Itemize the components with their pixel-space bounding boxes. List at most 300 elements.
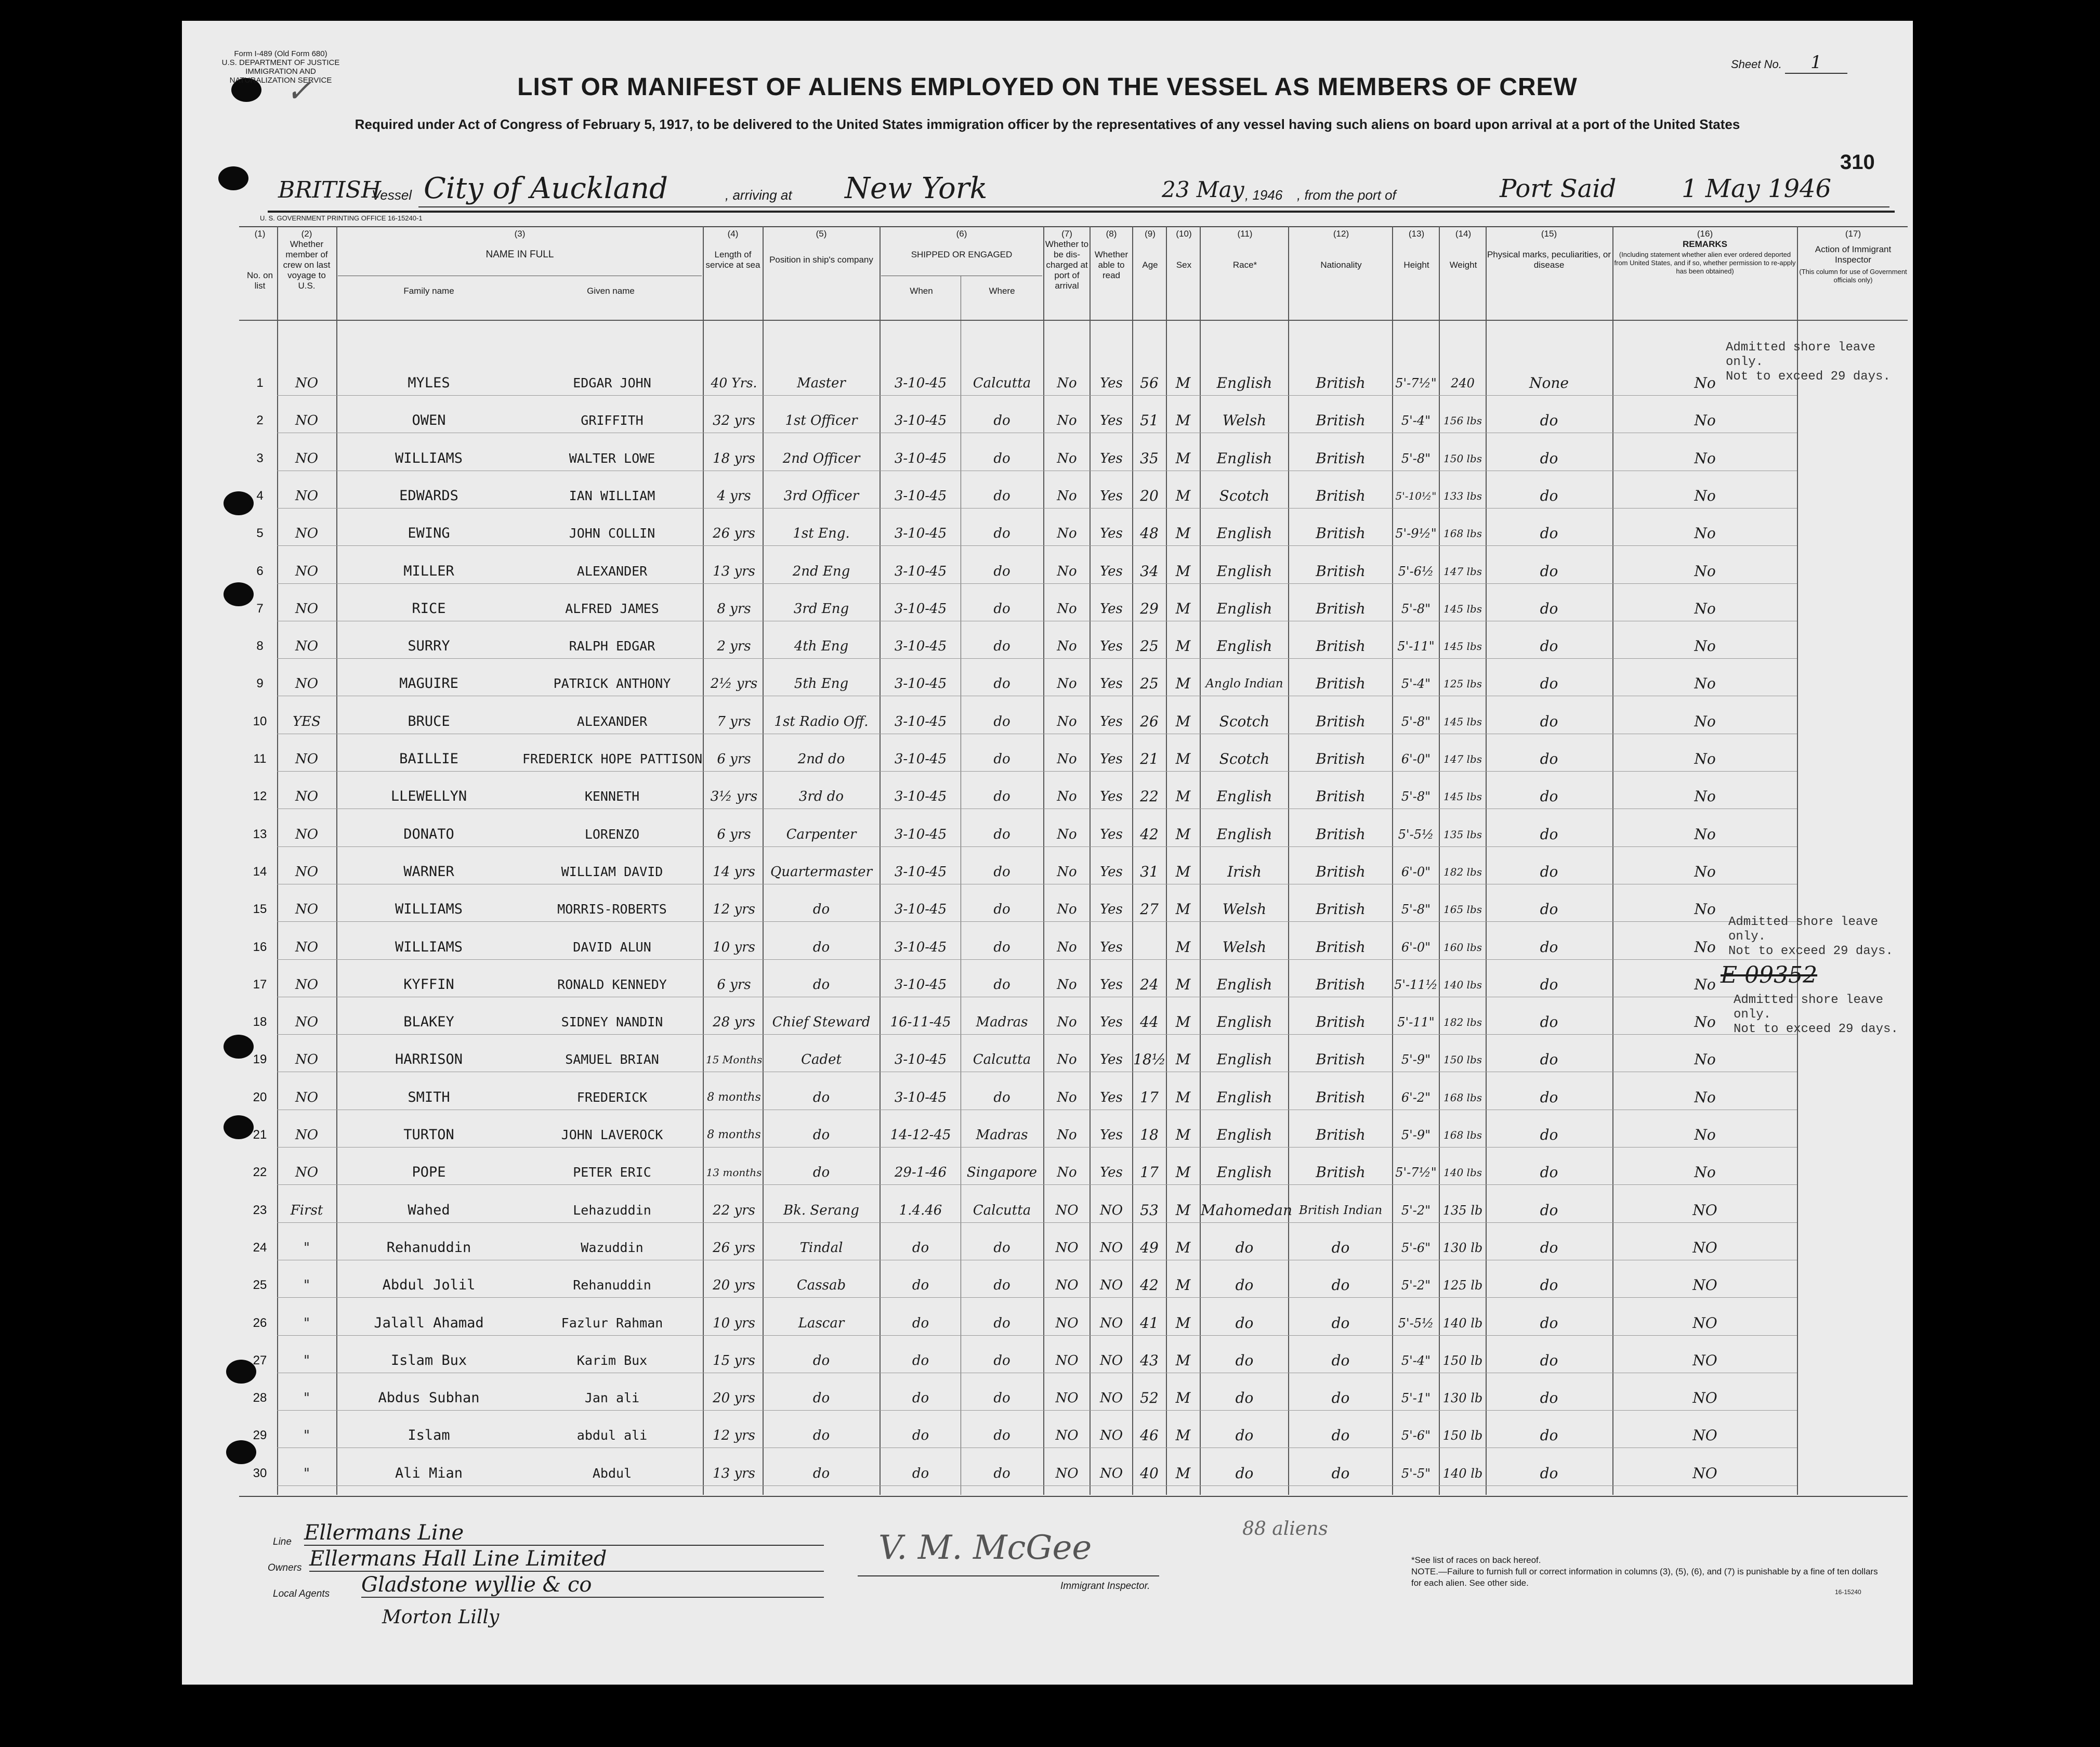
cell-no: 19	[253, 1052, 267, 1066]
cell-family: WILLIAMS	[395, 939, 463, 955]
cell-read: Yes	[1100, 413, 1123, 428]
cell-where: do	[993, 1390, 1010, 1406]
cell-nationality: British	[1316, 374, 1366, 392]
footer-notes	[1411, 1555, 1879, 1589]
row-rule	[277, 1034, 1797, 1035]
cell-weight: 140 lbs	[1443, 1166, 1482, 1179]
cell-read: NO	[1099, 1315, 1123, 1331]
cell-family: EWING	[408, 525, 450, 541]
cell-race: English	[1216, 826, 1272, 843]
cell-discharged: No	[1057, 751, 1077, 767]
cell-position: 1st Radio Off.	[774, 714, 869, 729]
column-number: (5)	[816, 229, 827, 239]
cell-prev: NO	[295, 902, 319, 917]
cell-height: 5'-7½"	[1395, 1165, 1437, 1180]
column-number: (3)	[514, 229, 526, 239]
cell-age: 27	[1140, 901, 1159, 918]
cell-when: do	[912, 1315, 929, 1331]
cell-family: WARNER	[403, 864, 454, 880]
cell-age: 25	[1140, 637, 1159, 655]
cell-weight: 240	[1451, 376, 1475, 390]
cell-race: do	[1235, 1465, 1254, 1482]
cell-where: Calcutta	[973, 375, 1031, 391]
cell-position: do	[812, 1090, 830, 1105]
cell-no: 27	[253, 1353, 267, 1367]
cell-read: Yes	[1100, 864, 1123, 880]
cell-position: Tindal	[799, 1240, 843, 1256]
cell-read: Yes	[1100, 1052, 1123, 1067]
cell-given: KENNETH	[584, 789, 640, 804]
cell-family: Abdus Subhan	[378, 1390, 480, 1406]
stamp-text: Admitted shore leave only.	[1728, 915, 1879, 944]
row-rule	[277, 545, 1797, 546]
cell-sex: M	[1175, 1465, 1191, 1482]
cell-race: English	[1216, 1164, 1272, 1181]
cell-marks: do	[1540, 675, 1558, 692]
row-rule	[277, 658, 1797, 659]
cell-race: English	[1216, 600, 1272, 617]
cell-where: do	[993, 488, 1010, 504]
cell-position: 4th Eng	[794, 638, 849, 654]
cell-marks: do	[1540, 450, 1558, 467]
cell-where: do	[993, 902, 1010, 917]
cell-service: 22 yrs	[713, 1203, 755, 1218]
cell-sex: M	[1175, 525, 1191, 542]
vessel-flag: BRITISH	[278, 177, 382, 203]
cell-position: do	[812, 1165, 830, 1180]
cell-remarks: NO	[1692, 1239, 1717, 1256]
cell-read: Yes	[1100, 1127, 1123, 1143]
cell-no: 8	[256, 639, 264, 653]
cell-weight: 168 lbs	[1443, 1129, 1482, 1141]
footer-line-value: Ellermans Line	[304, 1521, 824, 1546]
cell-prev: NO	[295, 864, 319, 880]
stamp-text: Not to exceed 29 days.	[1734, 1022, 1898, 1036]
cell-discharged: No	[1057, 789, 1077, 804]
from-port-label: , from the port of	[1297, 187, 1396, 203]
cell-nationality: British	[1316, 1013, 1366, 1031]
cell-where: do	[993, 1353, 1010, 1368]
cell-where: Calcutta	[973, 1203, 1031, 1218]
cell-remarks: No	[1694, 826, 1716, 843]
cell-remarks: No	[1694, 976, 1716, 993]
column-number: (6)	[956, 229, 967, 239]
cell-weight: 140 lb	[1442, 1316, 1483, 1331]
cell-position: do	[812, 977, 830, 993]
cell-read: Yes	[1100, 676, 1123, 692]
cell-where: do	[993, 714, 1010, 729]
stamp-text: Not to exceed 29 days.	[1726, 370, 1891, 384]
cell-weight: 147 lbs	[1443, 565, 1482, 578]
cell-weight: 145 lbs	[1443, 603, 1482, 615]
cell-discharged: NO	[1055, 1315, 1079, 1331]
header-given-name: Given name	[587, 286, 635, 296]
cell-when: 3-10-45	[894, 638, 947, 654]
cell-height: 5'-5½	[1398, 1316, 1434, 1331]
stamp-text: Admitted shore leave only.	[1734, 993, 1884, 1022]
cell-no: 22	[253, 1165, 267, 1179]
manifest-sheet	[182, 21, 1913, 1685]
cell-age: 34	[1140, 563, 1159, 580]
cell-remarks: No	[1694, 563, 1716, 580]
footer-agents-label: Local Agents	[273, 1588, 330, 1599]
cell-nationality: British	[1316, 1126, 1366, 1143]
cell-weight: 150 lbs	[1443, 452, 1482, 465]
cell-family: Islam	[408, 1427, 450, 1443]
cell-remarks: No	[1694, 600, 1716, 617]
cell-family: WILLIAMS	[395, 450, 463, 466]
cell-no: 14	[253, 865, 267, 879]
cell-position: do	[812, 1466, 830, 1481]
cell-when: 3-10-45	[894, 564, 947, 579]
cell-nationality: British	[1316, 525, 1366, 542]
cell-weight: 135 lb	[1442, 1203, 1483, 1218]
cell-discharged: No	[1057, 1090, 1077, 1105]
cell-family: Jalall Ahamad	[374, 1315, 484, 1331]
cell-age: 48	[1140, 525, 1159, 542]
cell-family: Rehanuddin	[386, 1240, 471, 1256]
cell-race: Mahomedan	[1201, 1202, 1293, 1219]
cell-remarks: No	[1694, 863, 1716, 880]
cell-position: Bk. Serang	[783, 1203, 859, 1218]
header-height: Height	[1403, 260, 1429, 270]
cell-read: Yes	[1100, 601, 1123, 617]
cell-read: Yes	[1100, 714, 1123, 729]
cell-discharged: No	[1057, 1165, 1077, 1180]
cell-service: 13 yrs	[713, 564, 755, 579]
footer-agents-extra: Morton Lilly	[382, 1607, 500, 1628]
column-number: (4)	[727, 229, 739, 239]
row-rule	[277, 395, 1797, 396]
header-discharged: Whether to be dis-charged at port of arrival	[1045, 239, 1089, 291]
cell-discharged: No	[1057, 714, 1077, 729]
cell-height: 5'-4"	[1401, 413, 1431, 428]
cell-discharged: No	[1057, 940, 1077, 955]
printer-note: U. S. GOVERNMENT PRINTING OFFICE 16-15240-1	[260, 214, 423, 222]
cell-read: Yes	[1100, 902, 1123, 917]
cell-sex: M	[1175, 901, 1191, 918]
cell-weight: 140 lb	[1442, 1466, 1483, 1481]
cell-sex: M	[1175, 1352, 1191, 1369]
cell-position: 2nd do	[797, 751, 845, 767]
cell-when: 3-10-45	[894, 751, 947, 767]
cell-remarks: NO	[1692, 1389, 1717, 1406]
cell-service: 6 yrs	[717, 977, 751, 993]
cell-read: Yes	[1100, 789, 1123, 804]
cell-marks: do	[1540, 826, 1558, 843]
cell-sex: M	[1175, 1276, 1191, 1294]
cell-service: 15 Months	[706, 1053, 763, 1066]
cell-remarks: NO	[1692, 1427, 1717, 1444]
cell-read: NO	[1099, 1240, 1123, 1256]
cell-discharged: No	[1057, 375, 1077, 391]
cell-race: do	[1235, 1427, 1254, 1444]
cell-age: 21	[1140, 750, 1159, 767]
cell-sex: M	[1175, 1389, 1191, 1406]
arrival-port: New York	[845, 172, 988, 205]
cell-weight: 130 lb	[1442, 1241, 1483, 1255]
cell-read: Yes	[1100, 1090, 1123, 1105]
cell-weight: 147 lbs	[1443, 753, 1482, 765]
cell-family: POPE	[412, 1164, 446, 1180]
cell-position: Chief Steward	[772, 1014, 871, 1030]
row-rule	[277, 921, 1797, 922]
cell-race: Scotch	[1219, 750, 1270, 767]
cell-service: 13 months	[706, 1166, 762, 1179]
cell-sex: M	[1175, 1427, 1191, 1444]
column-number: (2)	[301, 229, 312, 239]
header-member-last-voyage: Whether member of crew on last voyage to U.S.	[283, 239, 331, 291]
cell-when: 16-11-45	[890, 1014, 951, 1030]
cell-family: BRUCE	[408, 713, 450, 729]
cell-weight: 145 lbs	[1443, 715, 1482, 728]
cell-service: 18 yrs	[713, 451, 755, 466]
cell-service: 6 yrs	[717, 751, 751, 767]
row-rule	[277, 959, 1797, 960]
cell-remarks: NO	[1692, 1352, 1717, 1369]
cell-when: do	[912, 1466, 929, 1481]
cell-given: RONALD KENNEDY	[557, 977, 667, 992]
cell-nationality: British	[1316, 412, 1366, 429]
cell-race: English	[1216, 1013, 1272, 1031]
form-info-line: Form I-489 (Old Form 680)	[234, 49, 327, 58]
vessel-name: City of Auckland	[424, 172, 668, 205]
cell-family: Wahed	[408, 1202, 450, 1218]
header-remarks-note: (Including statement whether alien ever ordered deported from United States, and if so, whether permission to re-apply has been obtained)	[1614, 251, 1796, 275]
cell-prev: NO	[295, 977, 319, 993]
cell-sex: M	[1175, 1314, 1191, 1332]
cell-discharged: No	[1057, 1014, 1077, 1030]
header-weight: Weight	[1449, 260, 1477, 270]
cell-age: 43	[1140, 1352, 1159, 1369]
cell-read: Yes	[1100, 564, 1123, 579]
inspector-signature: V. M. McGee	[878, 1529, 1092, 1567]
cell-height: 5'-8"	[1401, 902, 1431, 917]
cell-when: 3-10-45	[894, 375, 947, 391]
cell-sex: M	[1175, 1126, 1191, 1143]
cell-marks: do	[1540, 1126, 1558, 1143]
cell-service: 4 yrs	[717, 488, 751, 504]
cell-when: do	[912, 1353, 929, 1368]
cell-age: 35	[1140, 450, 1159, 467]
cell-weight: 182 lbs	[1443, 866, 1482, 878]
column-number: (9)	[1145, 229, 1156, 239]
cell-race: do	[1235, 1314, 1254, 1332]
cell-family: BLAKEY	[403, 1014, 454, 1030]
cell-race: Irish	[1227, 863, 1262, 880]
cell-height: 5'-6½	[1398, 564, 1434, 579]
cell-where: Madras	[976, 1127, 1028, 1143]
cell-service: 26 yrs	[713, 1240, 755, 1256]
cell-remarks: NO	[1692, 1202, 1717, 1219]
cell-prev: NO	[295, 789, 319, 804]
sheet-value: 1	[1785, 52, 1847, 74]
cell-nationality: do	[1331, 1239, 1350, 1256]
cell-prev: NO	[295, 526, 319, 541]
footer-owners-value: Ellermans Hall Line Limited	[309, 1547, 824, 1572]
cell-height: 5'-11"	[1397, 639, 1435, 654]
cell-height: 5'-8"	[1401, 789, 1431, 804]
cell-height: 5'-2"	[1401, 1278, 1431, 1293]
cell-sex: M	[1175, 450, 1191, 467]
cell-given: WALTER LOWE	[569, 451, 655, 466]
cell-read: NO	[1099, 1466, 1123, 1481]
cell-remarks: No	[1694, 750, 1716, 767]
cell-discharged: NO	[1055, 1240, 1079, 1256]
cell-position: 3rd Officer	[783, 488, 859, 504]
cell-position: Cadet	[801, 1052, 842, 1067]
cell-family: RICE	[412, 601, 446, 617]
cell-given: PETER ERIC	[573, 1165, 651, 1180]
cell-family: DONATO	[403, 826, 454, 842]
row-rule	[277, 1335, 1797, 1336]
cell-no: 9	[256, 676, 264, 690]
footer-agents-value: Gladstone wyllie & co	[361, 1573, 824, 1598]
cell-height: 5'-4"	[1401, 676, 1431, 691]
cell-read: Yes	[1100, 940, 1123, 955]
cell-no: 26	[253, 1316, 267, 1330]
cell-height: 6'-0"	[1401, 865, 1431, 879]
cell-given: PATRICK ANTHONY	[553, 676, 671, 691]
header-age: Age	[1142, 260, 1158, 270]
cell-height: 5'-4"	[1401, 1353, 1431, 1368]
cell-race: Welsh	[1222, 901, 1267, 918]
cell-prev: NO	[295, 413, 319, 428]
cell-age: 24	[1140, 976, 1159, 993]
cell-age: 20	[1140, 487, 1159, 504]
cell-prev: NO	[295, 1014, 319, 1030]
cell-read: Yes	[1100, 488, 1123, 504]
cell-age: 42	[1140, 826, 1159, 843]
cell-weight: 150 lbs	[1443, 1053, 1482, 1066]
cell-no: 24	[253, 1241, 267, 1255]
cell-age: 44	[1140, 1013, 1159, 1031]
cell-when: 3-10-45	[894, 676, 947, 692]
cell-family: EDWARDS	[399, 488, 458, 504]
cell-age: 40	[1140, 1465, 1159, 1482]
cell-read: NO	[1099, 1428, 1123, 1443]
cell-height: 5'-11"	[1397, 1015, 1435, 1029]
cell-marks: do	[1540, 938, 1558, 956]
header-family-name: Family name	[403, 286, 454, 296]
cell-remarks: No	[1694, 637, 1716, 655]
cell-weight: 160 lbs	[1443, 941, 1482, 954]
cell-no: 6	[256, 564, 264, 578]
cell-race: English	[1216, 1089, 1272, 1106]
cell-nationality: do	[1331, 1314, 1350, 1332]
cell-read: Yes	[1100, 751, 1123, 767]
cell-weight: 130 lb	[1442, 1391, 1483, 1405]
header-position: Position in ship's company	[769, 255, 873, 265]
cell-height: 6'-2"	[1401, 1090, 1431, 1105]
cell-marks: do	[1540, 713, 1558, 730]
cell-read: NO	[1099, 1353, 1123, 1368]
cell-race: Scotch	[1219, 487, 1270, 504]
cell-prev: "	[304, 1277, 310, 1293]
cell-given: GRIFFITH	[581, 413, 644, 428]
cell-given: DAVID ALUN	[573, 940, 651, 955]
cell-family: LLEWELLYN	[390, 788, 467, 804]
cell-remarks: NO	[1692, 1276, 1717, 1294]
cell-sex: M	[1175, 1089, 1191, 1106]
cell-given: EDGAR JOHN	[573, 375, 651, 390]
cell-where: Calcutta	[973, 1052, 1031, 1067]
cell-discharged: NO	[1055, 1428, 1079, 1443]
cell-sex: M	[1175, 1051, 1191, 1068]
cell-sex: M	[1175, 600, 1191, 617]
footer-note: NOTE.—Failure to furnish full or correct information in columns (3), (5), (6), and (7) is punishable by a fine of ten dollars for each alien. See other side.	[1411, 1567, 1878, 1588]
cell-weight: 150 lb	[1442, 1353, 1483, 1368]
cell-nationality: British Indian	[1298, 1204, 1383, 1217]
cell-weight: 125 lb	[1442, 1278, 1483, 1293]
cell-family: OWEN	[412, 412, 446, 428]
cell-no: 7	[256, 602, 264, 616]
cell-marks: do	[1540, 1314, 1558, 1332]
cell-remarks: No	[1694, 1013, 1716, 1031]
cell-discharged: No	[1057, 864, 1077, 880]
cell-prev: "	[304, 1466, 310, 1481]
cell-read: Yes	[1100, 977, 1123, 993]
cell-discharged: No	[1057, 601, 1077, 617]
cell-when: 3-10-45	[894, 488, 947, 504]
cell-when: 3-10-45	[894, 714, 947, 729]
cell-when: 3-10-45	[894, 451, 947, 466]
cell-age: 22	[1140, 788, 1159, 805]
cell-sex: M	[1175, 675, 1191, 692]
cell-family: MAGUIRE	[399, 675, 458, 692]
cell-prev: "	[304, 1315, 310, 1331]
cell-no: 1	[256, 376, 264, 390]
cell-where: do	[993, 451, 1010, 466]
cell-no: 15	[253, 902, 267, 916]
cell-where: do	[993, 413, 1010, 428]
cell-sex: M	[1175, 563, 1191, 580]
cell-position: do	[812, 1390, 830, 1406]
cell-race: do	[1235, 1389, 1254, 1406]
cell-remarks: No	[1694, 412, 1716, 429]
cell-weight: 125 lbs	[1443, 677, 1482, 690]
cell-where: do	[993, 676, 1010, 692]
cell-height: 6'-0"	[1401, 940, 1431, 955]
footer-owners-label: Owners	[268, 1562, 302, 1573]
cell-given: FREDERICK	[576, 1090, 648, 1105]
cell-sex: M	[1175, 1164, 1191, 1181]
cell-where: do	[993, 1240, 1010, 1256]
cell-family: Islam Bux	[390, 1352, 467, 1368]
cell-no: 17	[253, 977, 267, 992]
cell-discharged: No	[1057, 451, 1077, 466]
cell-prev: NO	[295, 751, 319, 767]
cell-remarks: No	[1694, 1126, 1716, 1143]
cell-nationality: British	[1316, 901, 1366, 918]
cell-prev: First	[290, 1203, 323, 1218]
cell-no: 2	[256, 413, 264, 427]
cell-age: 17	[1140, 1089, 1159, 1106]
cell-when: 3-10-45	[894, 1090, 947, 1105]
cell-height: 5'-8"	[1401, 714, 1431, 729]
column-number: (14)	[1455, 229, 1472, 239]
cell-race: English	[1216, 788, 1272, 805]
cell-given: LORENZO	[584, 827, 640, 842]
cell-race: Welsh	[1222, 412, 1267, 429]
cell-nationality: British	[1316, 450, 1366, 467]
cell-age: 52	[1140, 1389, 1159, 1406]
cell-marks: do	[1540, 863, 1558, 880]
handwritten-id: E 09352	[1721, 962, 1818, 988]
cell-prev: "	[304, 1428, 310, 1443]
cell-when: do	[912, 1240, 929, 1256]
cell-prev: "	[304, 1240, 310, 1256]
